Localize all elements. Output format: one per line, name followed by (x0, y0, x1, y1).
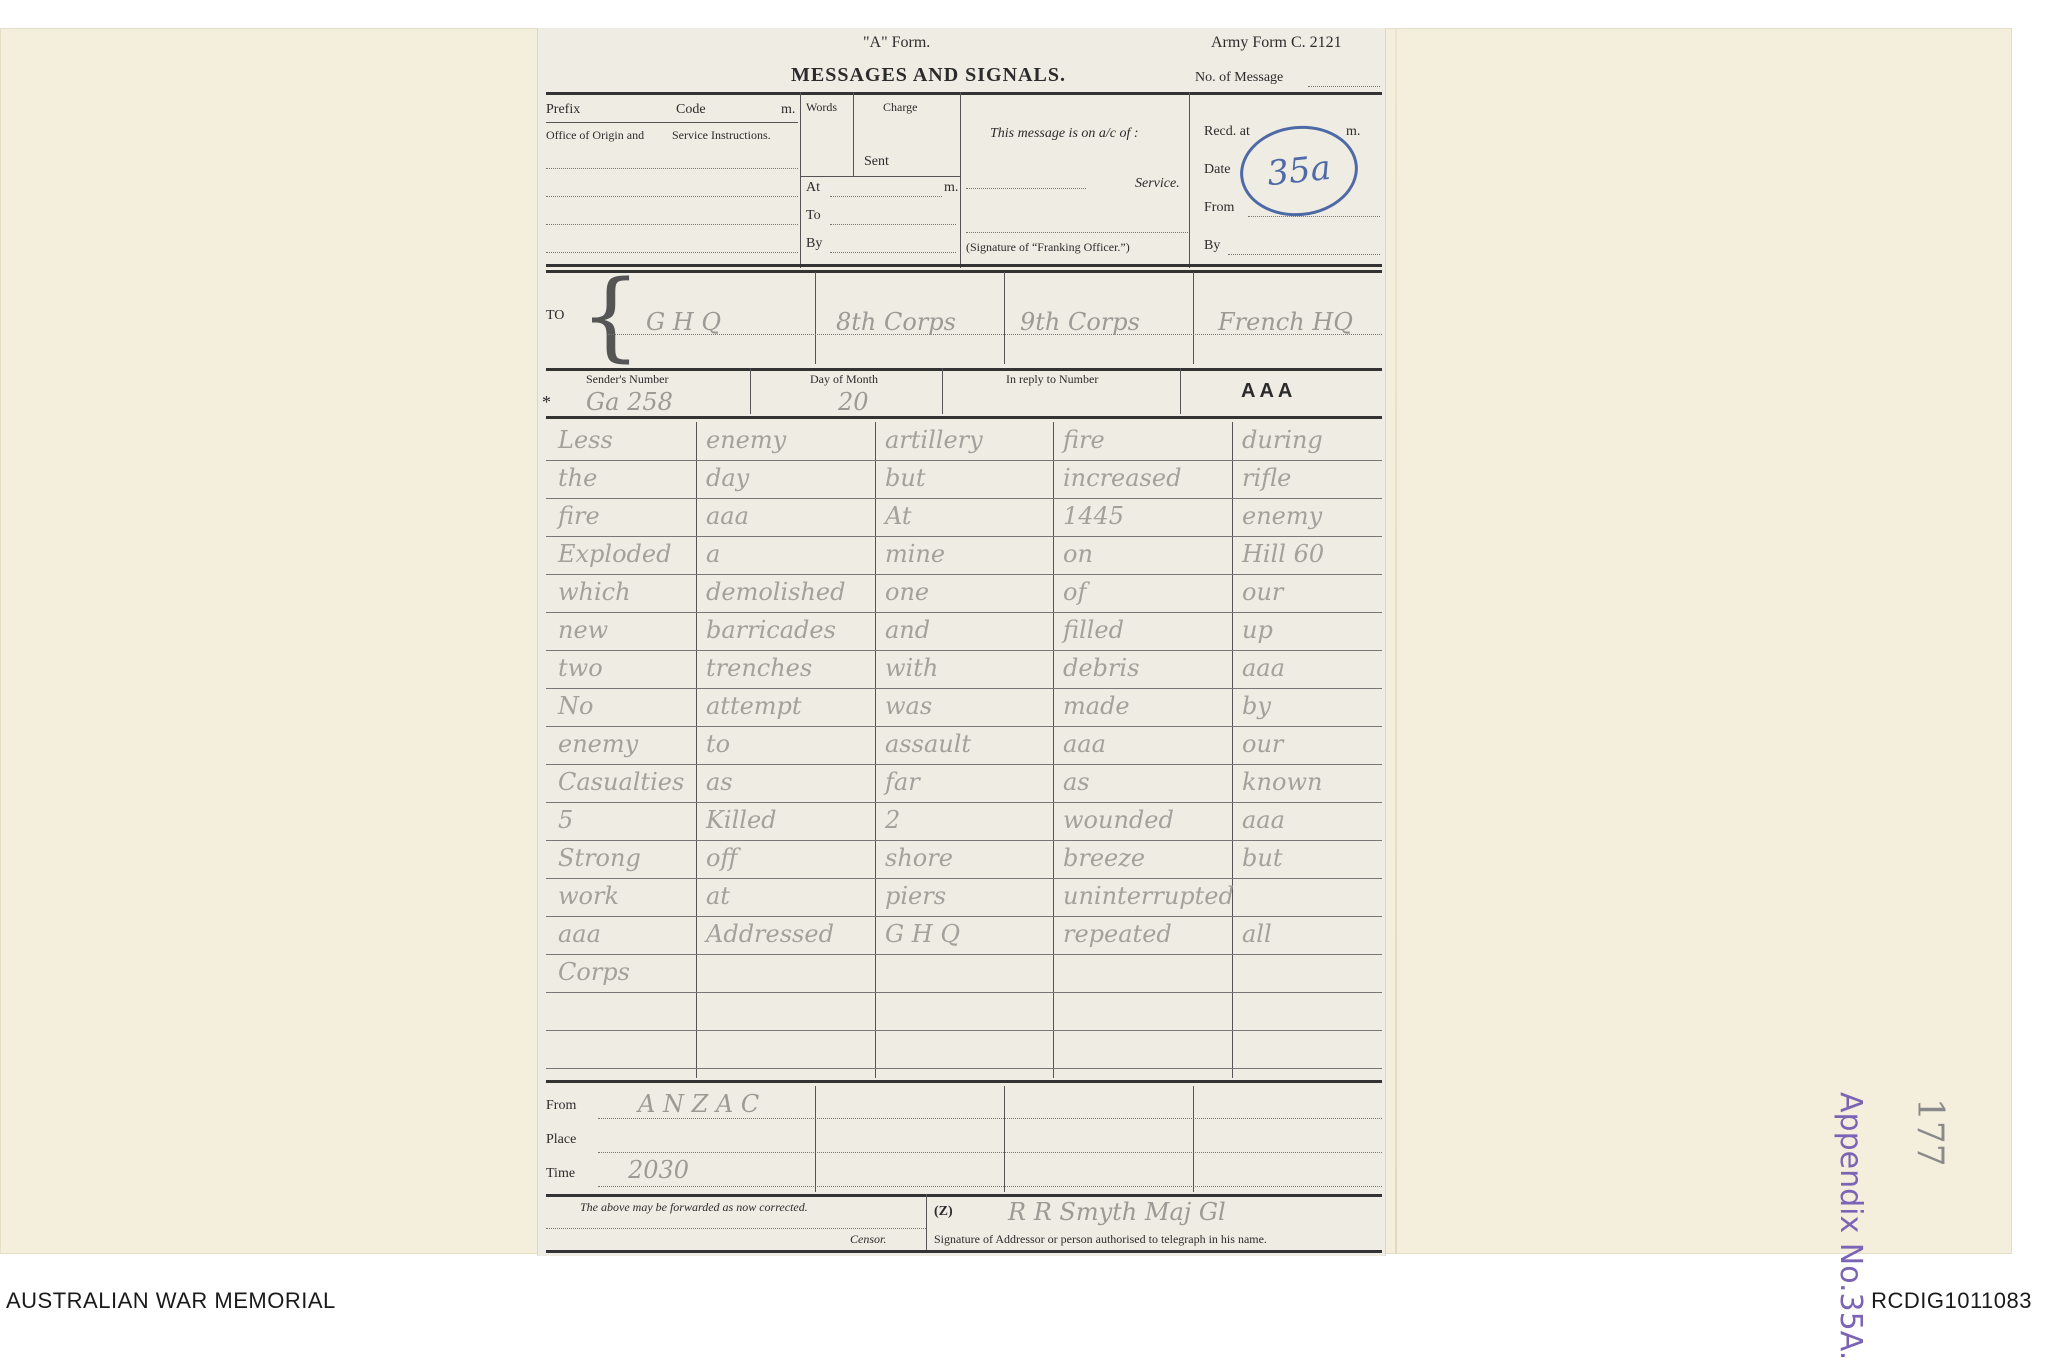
message-word: G H Q (885, 920, 961, 948)
z-mark: (Z) (934, 1204, 953, 1219)
message-word: Less (558, 426, 613, 454)
message-word: 5 (558, 806, 574, 834)
from-label: From (546, 1098, 577, 1113)
message-word: all (1242, 920, 1272, 948)
time-label: Time (546, 1166, 576, 1181)
message-word: trenches (706, 654, 813, 682)
message-row (546, 422, 1382, 461)
message-word: during (1242, 426, 1323, 454)
message-word: but (885, 464, 926, 492)
appendix-annotation: Appendix No.35A. (1833, 1092, 1868, 1360)
message-word: one (885, 578, 930, 606)
message-word: at (706, 882, 730, 910)
message-word: by (1242, 692, 1271, 720)
words-label: Words (806, 100, 838, 114)
senders-number-value: Ga 258 (586, 388, 673, 416)
day-of-month-label: Day of Month (810, 372, 878, 386)
message-word: shore (885, 844, 953, 872)
recipient-4: French HQ (1218, 308, 1353, 336)
message-word: aaa (558, 920, 601, 948)
signature-value: R R Smyth Maj Gl (1008, 1198, 1226, 1226)
sent-to-label: To (806, 208, 821, 223)
message-word: debris (1063, 654, 1140, 682)
message-row (546, 574, 1382, 613)
to-brace: { (580, 260, 642, 372)
asterisk-mark: * (542, 392, 551, 412)
message-word: breeze (1063, 844, 1146, 872)
message-word: with (885, 654, 939, 682)
aaa-label: AAA (1241, 380, 1297, 402)
message-row (546, 802, 1382, 841)
from-recd-label: From (1204, 200, 1235, 215)
message-word: increased (1063, 464, 1182, 492)
in-reply-to-label: In reply to Number (1006, 372, 1099, 386)
message-word: made (1063, 692, 1130, 720)
message-word: barricades (706, 616, 836, 644)
recd-at-label: Recd. at (1204, 124, 1250, 139)
form-type: "A" Form. (863, 34, 931, 51)
message-word: piers (885, 882, 947, 910)
message-row (546, 878, 1382, 917)
message-word: far (885, 768, 920, 796)
message-word: aaa (706, 502, 749, 530)
recipient-1: G H Q (646, 308, 722, 336)
message-word: Hill 60 (1242, 540, 1325, 568)
message-word: repeated (1063, 920, 1172, 948)
message-word: Killed (706, 806, 777, 834)
message-word: two (558, 654, 603, 682)
message-word: of (1063, 578, 1087, 606)
message-row (546, 726, 1382, 765)
message-word: up (1242, 616, 1273, 644)
message-word: Strong (558, 844, 641, 872)
message-word: aaa (1242, 654, 1285, 682)
charge-label: Charge (883, 100, 918, 114)
franking-officer-signature-label: (Signature of “Franking Officer.”) (966, 240, 1130, 254)
appendix-stamp: 35a (1236, 120, 1363, 222)
message-word: mine (885, 540, 946, 568)
message-row (546, 650, 1382, 689)
day-of-month-value: 20 (838, 388, 869, 416)
form-title: MESSAGES AND SIGNALS. (791, 64, 1066, 86)
message-word: new (558, 616, 609, 644)
message-row (546, 536, 1382, 575)
message-word: artillery (885, 426, 983, 454)
by-recd-label: By (1204, 238, 1221, 253)
senders-number-label: Sender's Number (586, 372, 669, 386)
message-row (546, 1030, 1382, 1069)
message-word: day (706, 464, 750, 492)
message-word: enemy (558, 730, 639, 758)
message-word: demolished (706, 578, 846, 606)
message-word: assault (885, 730, 972, 758)
message-word: filled (1063, 616, 1124, 644)
message-word: 2 (885, 806, 901, 834)
army-form-number: Army Form C. 2121 (1211, 34, 1342, 51)
archive-caption: AUSTRALIAN WAR MEMORIAL (6, 1288, 336, 1313)
addressor-signature-label: Signature of Addressor or person authorised to telegraph in his name. (934, 1232, 1267, 1246)
time-value: 2030 (628, 1156, 690, 1184)
message-word: rifle (1242, 464, 1292, 492)
sent-by-label: By (806, 236, 823, 251)
message-word: to (706, 730, 731, 758)
message-word: Corps (558, 958, 630, 986)
record-id-caption: RCDIG1011083 (1871, 1288, 2032, 1313)
prefix-label: Prefix (546, 102, 581, 117)
message-row (546, 612, 1382, 651)
service-instructions-label: Service Instructions. (672, 128, 771, 142)
message-word: fire (558, 502, 600, 530)
message-word: Exploded (558, 540, 672, 568)
code-m-label: m. (781, 102, 796, 117)
message-word: and (885, 616, 931, 644)
office-of-origin-label: Office of Origin and (546, 128, 645, 142)
from-value: A N Z A C (638, 1090, 760, 1118)
message-on-account-label: This message is on a/c of : (990, 126, 1139, 141)
service-label: Service. (1135, 176, 1180, 191)
message-word: was (885, 692, 933, 720)
message-word: the (558, 464, 598, 492)
message-row (546, 688, 1382, 727)
message-word: known (1242, 768, 1323, 796)
message-word: enemy (1242, 502, 1323, 530)
recipient-3: 9th Corps (1020, 308, 1140, 336)
message-word: wounded (1063, 806, 1174, 834)
forwarded-note: The above may be forwarded as now corrected. (580, 1200, 808, 1214)
message-word: attempt (706, 692, 802, 720)
page-number: 177 (1909, 1098, 1950, 1167)
message-word: off (706, 844, 738, 872)
message-row (546, 460, 1382, 499)
message-word: enemy (706, 426, 787, 454)
message-word: work (558, 882, 620, 910)
message-word: but (1242, 844, 1283, 872)
message-word: 1445 (1063, 502, 1125, 530)
message-row (546, 992, 1382, 1031)
message-form (537, 28, 1386, 1256)
message-row (546, 954, 1382, 993)
recd-m-label: m. (1346, 124, 1361, 139)
place-label: Place (546, 1132, 577, 1147)
censor-label: Censor. (850, 1232, 887, 1246)
message-word: aaa (1063, 730, 1106, 758)
no-of-message-label: No. of Message (1195, 70, 1284, 85)
page-edge (1395, 28, 1397, 1254)
code-label: Code (676, 102, 706, 117)
date-label: Date (1204, 162, 1231, 177)
message-word: uninterrupted (1063, 882, 1234, 910)
message-word: At (885, 502, 912, 530)
message-word: our (1242, 578, 1284, 606)
message-word: on (1063, 540, 1093, 568)
message-row (546, 498, 1382, 537)
message-word: as (1063, 768, 1090, 796)
sent-label: Sent (864, 154, 889, 169)
recipient-2: 8th Corps (836, 308, 956, 336)
sent-at-label: At (806, 180, 820, 195)
message-word: a (706, 540, 721, 568)
to-label: TO (546, 308, 565, 323)
message-word: fire (1063, 426, 1105, 454)
message-row (546, 840, 1382, 879)
message-row (546, 916, 1382, 955)
message-word: which (558, 578, 631, 606)
message-word: No (558, 692, 594, 720)
message-body-grid (546, 422, 1382, 1078)
sent-m-label: m. (944, 180, 959, 195)
message-word: Casualties (558, 768, 685, 796)
message-row (546, 764, 1382, 803)
message-word: Addressed (706, 920, 834, 948)
message-word: aaa (1242, 806, 1285, 834)
message-word: our (1242, 730, 1284, 758)
message-word: as (706, 768, 733, 796)
